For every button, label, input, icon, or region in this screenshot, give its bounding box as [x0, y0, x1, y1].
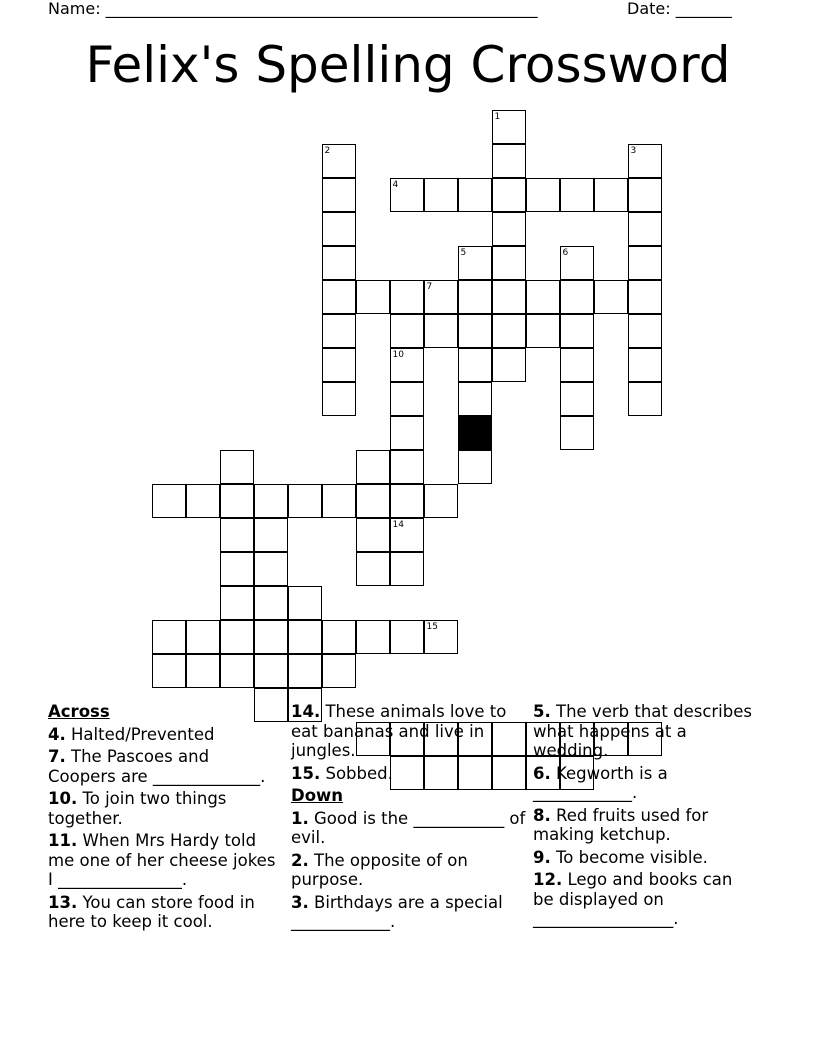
grid-cell[interactable] [492, 348, 526, 382]
grid-cell[interactable] [254, 586, 288, 620]
grid-cell[interactable] [390, 382, 424, 416]
grid-cell[interactable] [526, 280, 560, 314]
grid-cell[interactable] [492, 212, 526, 246]
grid-cell[interactable] [560, 314, 594, 348]
grid-cell[interactable] [492, 314, 526, 348]
grid-cell[interactable] [390, 484, 424, 518]
clue-number: 6 [562, 248, 569, 258]
clue-down-8: 8. Red fruits used for making ketchup. [533, 805, 709, 844]
grid-cell[interactable] [628, 280, 662, 314]
clue-across-15: 15. Sobbed. [291, 763, 393, 783]
clue-number: 2 [324, 146, 331, 156]
grid-cell[interactable] [390, 620, 424, 654]
grid-cell[interactable] [356, 484, 390, 518]
grid-cell[interactable] [424, 620, 458, 654]
clue-down-5: 5. The verb that describes what happens at a wedding. [533, 702, 752, 760]
grid-cell[interactable] [628, 348, 662, 382]
clue-number: 10 [392, 350, 404, 360]
grid-cell[interactable] [186, 654, 220, 688]
grid-cell[interactable] [390, 518, 424, 552]
grid-cell[interactable] [628, 382, 662, 416]
puzzle-title: Felix's Spelling Crossword [85, 36, 731, 94]
grid-cell[interactable] [458, 382, 492, 416]
name-field-label: Name: ______________________________________________________ [48, 0, 538, 18]
grid-cell[interactable] [458, 348, 492, 382]
clue-across-14: 14. These animals love to eat bananas and live in jungles. [291, 702, 507, 760]
clues-column-2 [291, 702, 527, 935]
grid-cell[interactable] [390, 416, 424, 450]
grid-cell[interactable] [288, 484, 322, 518]
grid-cell[interactable] [560, 382, 594, 416]
grid-cell[interactable] [458, 450, 492, 484]
clues-column-3 [533, 702, 758, 932]
grid-cell[interactable] [390, 178, 424, 212]
grid-cell[interactable] [356, 518, 390, 552]
grid-cell[interactable] [152, 484, 186, 518]
grid-cell[interactable] [356, 620, 390, 654]
grid-cell[interactable] [628, 246, 662, 280]
grid-cell[interactable] [356, 280, 390, 314]
grid-cell[interactable] [628, 212, 662, 246]
grid-cell[interactable] [322, 620, 356, 654]
grid-cell[interactable] [186, 620, 220, 654]
grid-cell[interactable] [424, 484, 458, 518]
grid-cell[interactable] [322, 280, 356, 314]
grid-cell[interactable] [492, 280, 526, 314]
grid-cell[interactable] [288, 654, 322, 688]
grid-cell[interactable] [356, 450, 390, 484]
grid-cell[interactable] [458, 178, 492, 212]
clue-down-12: 12. Lego and books can be displayed on _________________. [533, 870, 733, 928]
clue-across-11: 11. When Mrs Hardy told me one of her cheese jokes I _______________. [48, 831, 276, 889]
grid-cell[interactable] [390, 314, 424, 348]
grid-cell[interactable] [254, 552, 288, 586]
grid-cell[interactable] [390, 348, 424, 382]
grid-cell[interactable] [220, 518, 254, 552]
grid-cell[interactable] [254, 654, 288, 688]
grid-cell[interactable] [220, 586, 254, 620]
clue-down-3: 3. Birthdays are a special ____________. [291, 892, 503, 931]
grid-cell[interactable] [220, 620, 254, 654]
grid-cell[interactable] [322, 654, 356, 688]
grid-cell[interactable] [322, 484, 356, 518]
clue-down-2: 2. The opposite of on purpose. [291, 850, 468, 889]
grid-cell[interactable] [560, 280, 594, 314]
grid-cell[interactable] [220, 450, 254, 484]
clue-number: 14 [392, 520, 404, 530]
clue-number: 5 [460, 248, 467, 258]
clue-number: 7 [426, 282, 433, 292]
grid-cell[interactable] [390, 552, 424, 586]
date-field-label: Date: _______ [627, 0, 732, 18]
grid-cell[interactable] [424, 314, 458, 348]
grid-cell[interactable] [322, 246, 356, 280]
black-square [458, 416, 492, 450]
grid-cell[interactable] [322, 382, 356, 416]
grid-cell[interactable] [560, 416, 594, 450]
clue-across-4: 4. Halted/Prevented [48, 724, 215, 744]
grid-cell[interactable] [254, 518, 288, 552]
grid-cell[interactable] [322, 178, 356, 212]
grid-cell[interactable] [628, 314, 662, 348]
clue-across-7: 7. The Pascoes and Coopers are _____________. [48, 747, 266, 786]
clue-down-6: 6. Kegworth is a ____________. [533, 763, 668, 802]
clue-number: 1 [494, 112, 501, 122]
grid-cell[interactable] [628, 178, 662, 212]
grid-cell[interactable] [560, 348, 594, 382]
grid-cell[interactable] [220, 654, 254, 688]
clue-down-9: 9. To become visible. [533, 847, 708, 867]
clues-column-1 [48, 702, 280, 935]
grid-cell[interactable] [322, 348, 356, 382]
grid-cell[interactable] [186, 484, 220, 518]
grid-cell[interactable] [492, 110, 526, 144]
grid-cell[interactable] [458, 314, 492, 348]
grid-cell[interactable] [322, 144, 356, 178]
grid-cell[interactable] [220, 484, 254, 518]
grid-cell[interactable] [356, 552, 390, 586]
grid-cell[interactable] [390, 450, 424, 484]
grid-cell[interactable] [492, 246, 526, 280]
grid-cell[interactable] [288, 620, 322, 654]
clue-number: 3 [630, 146, 637, 156]
grid-cell[interactable] [458, 246, 492, 280]
clue-number: 4 [392, 180, 399, 190]
clue-number: 15 [426, 622, 438, 632]
grid-cell[interactable] [526, 314, 560, 348]
clue-down-1: 1. Good is the ___________ of evil. [291, 808, 526, 847]
clue-across-13: 13. You can store food in here to keep it cool. [48, 892, 255, 931]
grid-cell[interactable] [594, 178, 628, 212]
grid-cell[interactable] [424, 178, 458, 212]
grid-cell[interactable] [322, 314, 356, 348]
grid-cell[interactable] [560, 246, 594, 280]
grid-cell[interactable] [458, 280, 492, 314]
grid-cell[interactable] [560, 178, 594, 212]
grid-cell[interactable] [220, 552, 254, 586]
grid-cell[interactable] [526, 178, 560, 212]
grid-cell[interactable] [492, 178, 526, 212]
grid-cell[interactable] [424, 280, 458, 314]
grid-cell[interactable] [152, 654, 186, 688]
grid-cell[interactable] [254, 484, 288, 518]
grid-cell[interactable] [254, 620, 288, 654]
grid-cell[interactable] [628, 144, 662, 178]
grid-cell[interactable] [492, 144, 526, 178]
grid-cell[interactable] [152, 620, 186, 654]
down-heading: Down [291, 786, 344, 805]
across-heading: Across [48, 702, 110, 721]
grid-cell[interactable] [288, 586, 322, 620]
clue-across-10: 10. To join two things together. [48, 789, 227, 828]
grid-cell[interactable] [594, 280, 628, 314]
grid-cell[interactable] [322, 212, 356, 246]
grid-cell[interactable] [390, 280, 424, 314]
